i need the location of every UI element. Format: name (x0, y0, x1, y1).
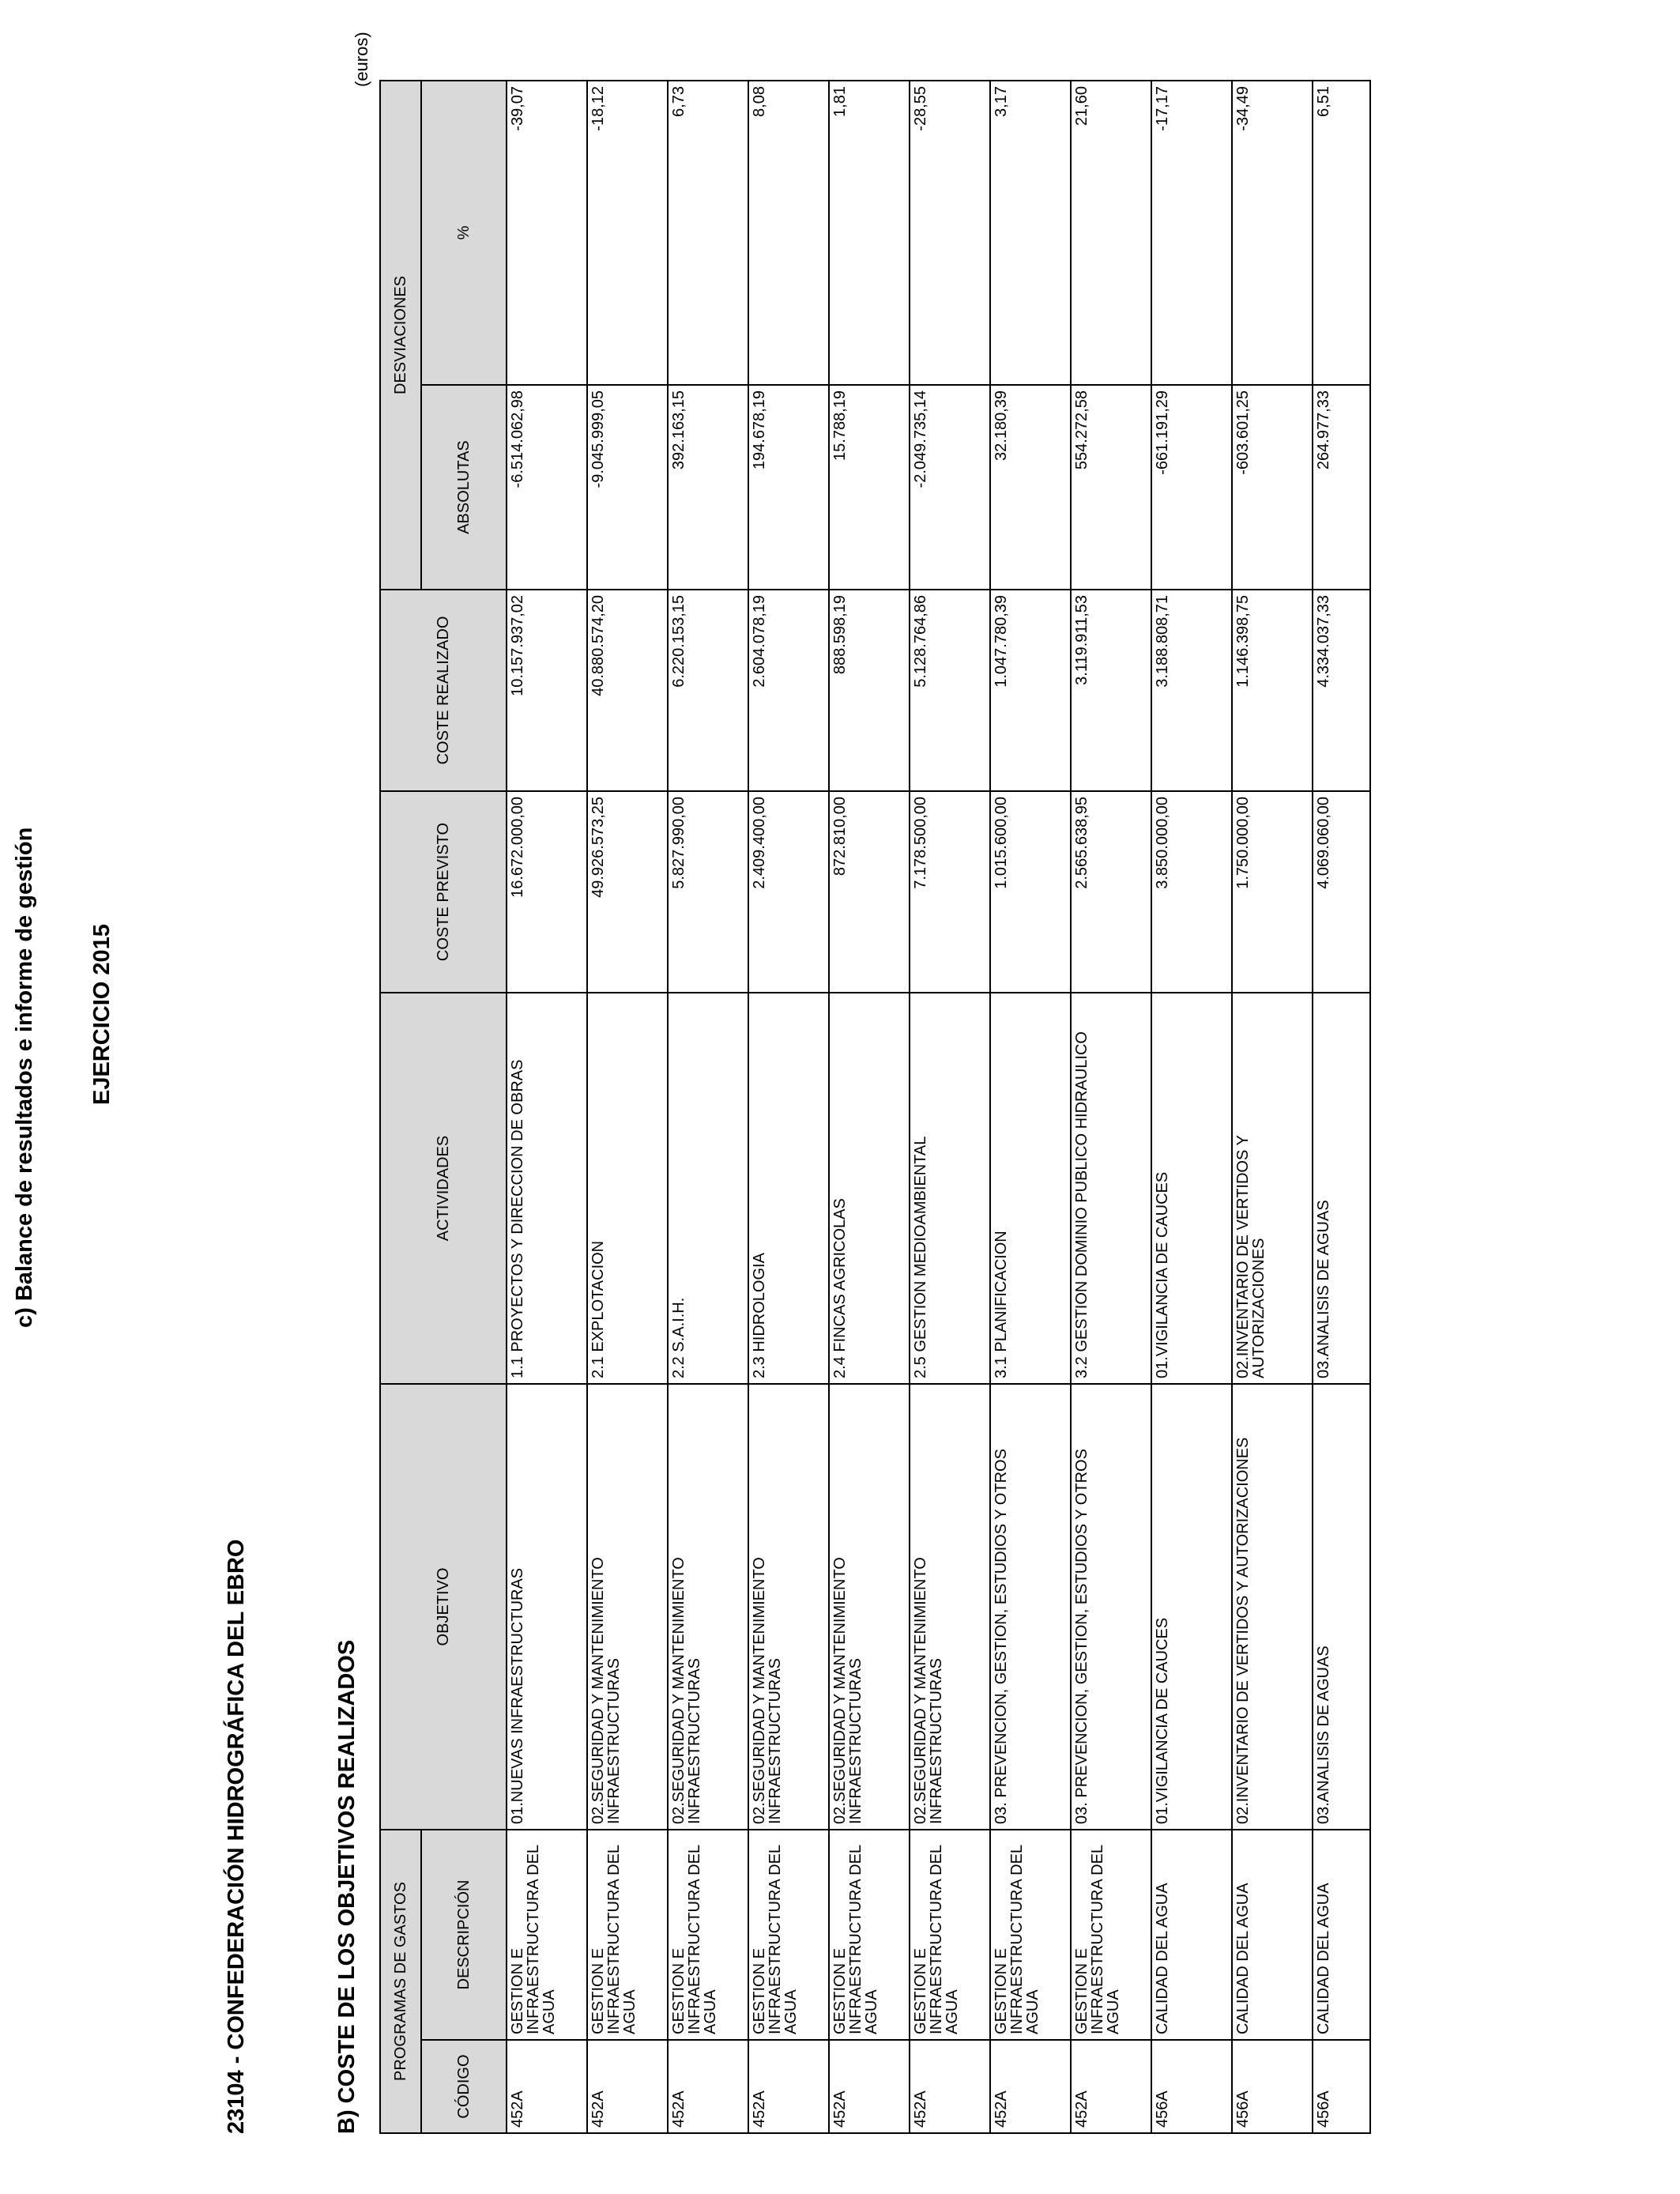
cell-descripcion: GESTION E INFRAESTRUCTURA DEL AGUA (507, 1830, 587, 2040)
cell-actividad: 03.ANALISIS DE AGUAS (1313, 993, 1370, 1384)
cell-objetivo: 02.SEGURIDAD Y MANTENIMIENTO INFRAESTRUCTURAS (829, 1384, 910, 1830)
cell-actividad: 3.1 PLANIFICACION (990, 993, 1071, 1384)
cell-desviacion-pct: 3,17 (990, 81, 1071, 385)
col-actividades: ACTIVIDADES (380, 993, 507, 1384)
cell-coste-realizado: 6.220.153,15 (668, 590, 748, 791)
report-subtitle: B) COSTE DE LOS OBJETIVOS REALIZADOS (334, 1639, 360, 2134)
cell-descripcion: CALIDAD DEL AGUA (1151, 1830, 1232, 2040)
cell-coste-realizado: 4.334.037,33 (1313, 590, 1370, 791)
table-row (587, 81, 668, 2133)
cell-codigo: 452A (507, 2040, 587, 2133)
table-row (990, 81, 1071, 2133)
cell-desviacion-absoluta: 15.788,19 (829, 385, 910, 590)
table-row (748, 81, 829, 2133)
cell-actividad: 2.3 HIDROLOGIA (748, 993, 829, 1384)
table-body (507, 81, 1370, 2133)
cell-desviacion-pct: -18,12 (587, 81, 668, 385)
cell-desviacion-absoluta: -2.049.735,14 (910, 385, 990, 590)
cell-actividad: 1.1 PROYECTOS Y DIRECCION DE OBRAS (507, 993, 587, 1384)
cell-descripcion: CALIDAD DEL AGUA (1313, 1830, 1370, 2040)
cell-actividad: 02.INVENTARIO DE VERTIDOS Y AUTORIZACIONES (1232, 993, 1313, 1384)
cell-actividad: 3.2 GESTION DOMINIO PUBLICO HIDRAULICO (1071, 993, 1151, 1384)
cell-coste-previsto: 1.750.000,00 (1232, 791, 1313, 993)
col-codigo: CÓDIGO (421, 2040, 507, 2133)
col-coste-previsto: COSTE PREVISTO (380, 791, 507, 993)
cost-table (379, 80, 1371, 2134)
cell-coste-previsto: 4.069.060,00 (1313, 791, 1370, 993)
cell-descripcion: GESTION E INFRAESTRUCTURA DEL AGUA (748, 1830, 829, 2040)
header-row-groups (380, 81, 421, 2133)
col-coste-realizado: COSTE REALIZADO (380, 590, 507, 791)
cell-objetivo: 03. PREVENCION, GESTION, ESTUDIOS Y OTROS (990, 1384, 1071, 1830)
table-row (910, 81, 990, 2133)
cell-objetivo: 02.INVENTARIO DE VERTIDOS Y AUTORIZACIONES (1232, 1384, 1313, 1830)
cell-actividad: 2.1 EXPLOTACION (587, 993, 668, 1384)
cell-codigo: 452A (1071, 2040, 1151, 2133)
section-title: c) Balance de resultados e informe de gestión (12, 827, 37, 1328)
cell-descripcion: GESTION E INFRAESTRUCTURA DEL AGUA (1071, 1830, 1151, 2040)
cell-coste-realizado: 2.604.078,19 (748, 590, 829, 791)
cell-codigo: 452A (587, 2040, 668, 2133)
cell-desviacion-pct: 1,81 (829, 81, 910, 385)
cell-actividad: 01.VIGILANCIA DE CAUCES (1151, 993, 1232, 1384)
cell-actividad: 2.5 GESTION MEDIOAMBIENTAL (910, 993, 990, 1384)
cell-objetivo: 02.SEGURIDAD Y MANTENIMIENTO INFRAESTRUCTURAS (587, 1384, 668, 1830)
cell-descripcion: CALIDAD DEL AGUA (1232, 1830, 1313, 2040)
cell-codigo: 452A (990, 2040, 1071, 2133)
cell-objetivo: 03. PREVENCION, GESTION, ESTUDIOS Y OTROS (1071, 1384, 1151, 1830)
cell-coste-realizado: 1.047.780,39 (990, 590, 1071, 791)
cell-desviacion-absoluta: -9.045.999,05 (587, 385, 668, 590)
organism-title: 23104 - CONFEDERACIÓN HIDROGRÁFICA DEL EBRO (224, 1539, 249, 2134)
group-desviaciones: DESVIACIONES (380, 81, 421, 590)
cell-objetivo: 01.NUEVAS INFRAESTRUCTURAS (507, 1384, 587, 1830)
cell-coste-previsto: 3.850.000,00 (1151, 791, 1232, 993)
table-row (1071, 81, 1151, 2133)
cell-desviacion-pct: 8,08 (748, 81, 829, 385)
cell-coste-realizado: 3.188.808,71 (1151, 590, 1232, 791)
cell-desviacion-absoluta: 264.977,33 (1313, 385, 1370, 590)
cell-desviacion-pct: 21,60 (1071, 81, 1151, 385)
cell-desviacion-pct: -34,49 (1232, 81, 1313, 385)
cell-coste-previsto: 2.565.638,95 (1071, 791, 1151, 993)
cell-actividad: 2.4 FINCAS AGRICOLAS (829, 993, 910, 1384)
cell-coste-previsto: 872.810,00 (829, 791, 910, 993)
cell-descripcion: GESTION E INFRAESTRUCTURA DEL AGUA (668, 1830, 748, 2040)
cell-desviacion-absoluta: 392.163,15 (668, 385, 748, 590)
cell-coste-realizado: 5.128.764,86 (910, 590, 990, 791)
table-row (1313, 81, 1370, 2133)
cell-coste-realizado: 40.880.574,20 (587, 590, 668, 791)
cell-desviacion-pct: -28,55 (910, 81, 990, 385)
cell-coste-previsto: 5.827.990,00 (668, 791, 748, 993)
table-row (507, 81, 587, 2133)
cell-desviacion-pct: -39,07 (507, 81, 587, 385)
cell-codigo: 456A (1151, 2040, 1232, 2133)
cell-objetivo: 02.SEGURIDAD Y MANTENIMIENTO INFRAESTRUCTURAS (668, 1384, 748, 1830)
cell-desviacion-absoluta: -661.191,29 (1151, 385, 1232, 590)
group-programas: PROGRAMAS DE GASTOS (380, 1830, 421, 2133)
col-objetivo: OBJETIVO (380, 1384, 507, 1830)
cell-coste-previsto: 2.409.400,00 (748, 791, 829, 993)
col-pct: % (421, 81, 507, 385)
cell-codigo: 456A (1313, 2040, 1370, 2133)
cell-actividad: 2.2 S.A.I.H. (668, 993, 748, 1384)
cell-descripcion: GESTION E INFRAESTRUCTURA DEL AGUA (990, 1830, 1071, 2040)
cell-desviacion-absoluta: 194.678,19 (748, 385, 829, 590)
cell-desviacion-absoluta: 32.180,39 (990, 385, 1071, 590)
col-absolutas: ABSOLUTAS (421, 385, 507, 590)
cell-coste-previsto: 1.015.600,00 (990, 791, 1071, 993)
cell-coste-realizado: 888.598,19 (829, 590, 910, 791)
cell-coste-realizado: 10.157.937,02 (507, 590, 587, 791)
cell-objetivo: 03.ANALISIS DE AGUAS (1313, 1384, 1370, 1830)
table-header (380, 81, 507, 2133)
cell-desviacion-absoluta: -6.514.062,98 (507, 385, 587, 590)
cell-codigo: 456A (1232, 2040, 1313, 2133)
exercise-title: EJERCICIO 2015 (89, 924, 115, 1105)
cell-descripcion: GESTION E INFRAESTRUCTURA DEL AGUA (910, 1830, 990, 2040)
cell-codigo: 452A (748, 2040, 829, 2133)
cell-codigo: 452A (668, 2040, 748, 2133)
unit-label: (euros) (352, 32, 371, 87)
cell-desviacion-pct: 6,73 (668, 81, 748, 385)
cell-objetivo: 01.VIGILANCIA DE CAUCES (1151, 1384, 1232, 1830)
cell-objetivo: 02.SEGURIDAD Y MANTENIMIENTO INFRAESTRUCTURAS (748, 1384, 829, 1830)
table-row (668, 81, 748, 2133)
cell-desviacion-pct: -17,17 (1151, 81, 1232, 385)
cell-coste-previsto: 49.926.573,25 (587, 791, 668, 993)
cell-coste-realizado: 3.119.911,53 (1071, 590, 1151, 791)
cell-coste-realizado: 1.146.398,75 (1232, 590, 1313, 791)
cell-descripcion: GESTION E INFRAESTRUCTURA DEL AGUA (587, 1830, 668, 2040)
cell-desviacion-absoluta: 554.272,58 (1071, 385, 1151, 590)
cell-objetivo: 02.SEGURIDAD Y MANTENIMIENTO INFRAESTRUCTURAS (910, 1384, 990, 1830)
cell-desviacion-pct: 6,51 (1313, 81, 1370, 385)
cell-codigo: 452A (829, 2040, 910, 2133)
cell-coste-previsto: 7.178.500,00 (910, 791, 990, 993)
table-row (829, 81, 910, 2133)
cell-desviacion-absoluta: -603.601,25 (1232, 385, 1313, 590)
cell-descripcion: GESTION E INFRAESTRUCTURA DEL AGUA (829, 1830, 910, 2040)
col-descripcion: DESCRIPCIÓN (421, 1830, 507, 2040)
cell-codigo: 452A (910, 2040, 990, 2133)
cell-coste-previsto: 16.672.000,00 (507, 791, 587, 993)
table-row (1232, 81, 1313, 2133)
table-row (1151, 81, 1232, 2133)
